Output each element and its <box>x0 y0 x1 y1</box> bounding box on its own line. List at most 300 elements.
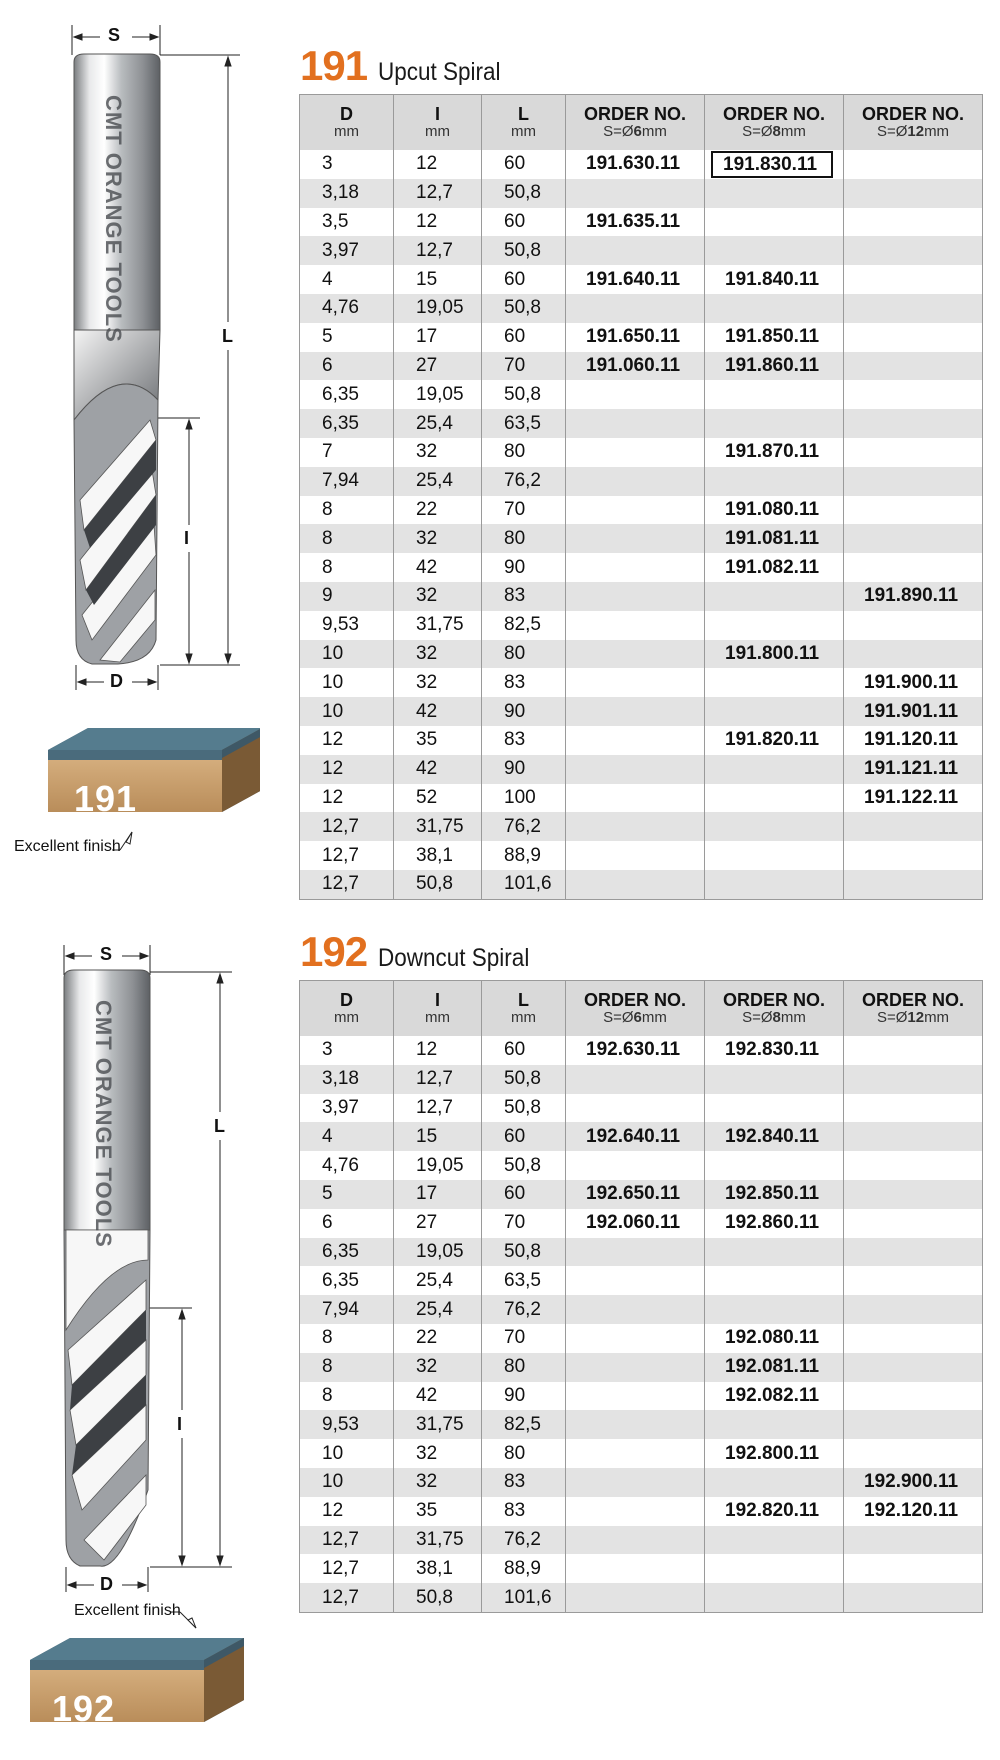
dimension-cell <box>300 1209 394 1238</box>
column-header-title: ORDER NO. <box>722 104 825 125</box>
table-row <box>300 697 983 726</box>
dimension-value: 42 <box>416 1384 438 1406</box>
order-number-cell <box>844 1324 983 1353</box>
dimension-value: 12,7 <box>322 1557 359 1579</box>
dimension-value: 50,8 <box>504 239 541 261</box>
order-number-cell <box>566 640 705 669</box>
table-row <box>300 1324 983 1353</box>
dimension-value: 15 <box>416 268 438 290</box>
table-row <box>300 352 983 381</box>
dimension-value: 83 <box>504 671 526 693</box>
dimension-value: 50,8 <box>504 1096 541 1118</box>
order-number-cell <box>844 1410 983 1439</box>
order-number: 192.860.11 <box>725 1212 820 1234</box>
order-number-cell <box>705 467 844 496</box>
order-number-cell <box>566 1554 705 1583</box>
dimension-value: 80 <box>504 1442 526 1464</box>
dimension-value: 101,6 <box>504 873 552 895</box>
dimension-value: 76,2 <box>504 470 541 492</box>
table-row <box>300 524 983 553</box>
dimension-cell <box>394 1324 482 1353</box>
order-number-cell <box>844 438 983 467</box>
dimension-cell <box>482 1410 566 1439</box>
dimension-value: 52 <box>416 786 438 808</box>
dimension-value: 63,5 <box>504 1269 541 1291</box>
order-number-cell <box>844 1583 983 1612</box>
order-number-cell <box>566 1122 705 1151</box>
dimension-cell <box>482 1583 566 1612</box>
table-row <box>300 1439 983 1468</box>
dimension-value: 10 <box>322 1442 344 1464</box>
order-number-cell <box>566 582 705 611</box>
order-number-cell <box>844 294 983 323</box>
dimension-value: 8 <box>322 527 333 549</box>
order-number-cell <box>566 1468 705 1497</box>
dimension-cell <box>394 1065 482 1094</box>
dimension-cell <box>300 553 394 582</box>
dimension-cell <box>300 812 394 841</box>
dimension-cell <box>482 1122 566 1151</box>
order-number: 191.635.11 <box>586 210 681 232</box>
order-number-cell <box>705 1122 844 1151</box>
column-header-title: ORDER NO. <box>861 990 964 1011</box>
finish-caption: Excellent finish <box>74 1602 181 1619</box>
dimension-value: 19,05 <box>416 383 464 405</box>
column-header-title: I <box>434 104 440 125</box>
dimension-cell <box>394 1266 482 1295</box>
dimension-cell <box>394 582 482 611</box>
order-number-cell <box>566 668 705 697</box>
dimension-value: 27 <box>416 1212 438 1234</box>
dimension-value: 60 <box>504 268 526 290</box>
dimension-cell <box>394 1382 482 1411</box>
table-row <box>300 841 983 870</box>
dimension-cell <box>300 1065 394 1094</box>
dimension-cell <box>482 409 566 438</box>
dimension-value: 12,7 <box>416 182 453 204</box>
dimension-cell <box>300 179 394 208</box>
dimension-cell <box>300 294 394 323</box>
dimension-value: 4 <box>322 1125 333 1147</box>
dimension-value: 19,05 <box>416 1240 464 1262</box>
order-number-cell <box>705 380 844 409</box>
column-header <box>566 95 705 151</box>
column-header <box>844 981 983 1037</box>
dimension-value: 80 <box>504 642 526 664</box>
table-row <box>300 1382 983 1411</box>
dimension-cell <box>394 726 482 755</box>
dimension-value: 12 <box>322 786 344 808</box>
order-number-cell <box>566 841 705 870</box>
spec-table <box>299 94 983 900</box>
table-row <box>300 1065 983 1094</box>
column-header-title: ORDER NO. <box>722 990 825 1011</box>
column-header-title: I <box>434 990 440 1011</box>
table-row <box>300 1266 983 1295</box>
order-number-cell <box>566 150 705 179</box>
dimension-value: 63,5 <box>504 412 541 434</box>
column-header <box>394 95 482 151</box>
section-heading <box>300 928 546 976</box>
dimension-cell <box>394 524 482 553</box>
order-number: 192.800.11 <box>725 1442 820 1464</box>
dimension-value: 7,94 <box>322 1298 359 1320</box>
dimension-cell <box>300 409 394 438</box>
order-number-cell <box>844 1382 983 1411</box>
table-row <box>300 496 983 525</box>
dimension-value: 35 <box>416 1500 438 1522</box>
dimension-value: 42 <box>416 700 438 722</box>
dimension-cell <box>482 841 566 870</box>
dimension-cell <box>482 179 566 208</box>
brand-engraving: CMT ORANGE TOOLS <box>101 95 126 343</box>
order-number-cell <box>844 323 983 352</box>
dimension-value: 12,7 <box>322 844 359 866</box>
finish-caption: Excellent finish <box>14 838 121 855</box>
column-header-unit: mm <box>334 1009 359 1027</box>
shank-prefix: S=Ø <box>742 1009 773 1027</box>
order-number: 191.870.11 <box>725 441 820 463</box>
order-number: 192.082.11 <box>725 1384 820 1406</box>
dimension-value: 10 <box>322 1471 344 1493</box>
dimension-value: 4,76 <box>322 297 359 319</box>
order-number-cell <box>566 265 705 294</box>
dimension-value: 17 <box>416 326 438 348</box>
order-number: 192.060.11 <box>586 1212 681 1234</box>
dimension-value: 25,4 <box>416 470 453 492</box>
order-number: 191.082.11 <box>725 556 820 578</box>
order-number: 191.900.11 <box>864 671 959 693</box>
dimension-value: 90 <box>504 1384 526 1406</box>
dimension-cell <box>394 467 482 496</box>
dimension-cell <box>300 1439 394 1468</box>
dimension-cell <box>394 668 482 697</box>
table-row <box>300 1180 983 1209</box>
table-row <box>300 668 983 697</box>
column-header <box>844 95 983 151</box>
table-row <box>300 611 983 640</box>
order-number-cell <box>844 611 983 640</box>
order-number-cell <box>844 236 983 265</box>
dimension-cell <box>300 352 394 381</box>
dim-label-l: L <box>214 1116 225 1136</box>
dimension-value: 32 <box>416 441 438 463</box>
shank-prefix: S=Ø <box>876 123 908 141</box>
dimension-l <box>160 55 240 665</box>
dimension-value: 90 <box>504 700 526 722</box>
table-header-row <box>300 95 983 151</box>
dimension-cell <box>394 1554 482 1583</box>
dimension-value: 25,4 <box>416 1298 453 1320</box>
dimension-cell <box>482 1209 566 1238</box>
dimension-value: 6 <box>322 354 333 376</box>
order-number-cell <box>844 640 983 669</box>
order-number-cell <box>844 668 983 697</box>
dimension-cell <box>482 1439 566 1468</box>
dimension-cell <box>394 1122 482 1151</box>
order-number: 191.650.11 <box>586 326 681 348</box>
column-header-title: ORDER NO. <box>861 104 964 125</box>
dimension-cell <box>482 352 566 381</box>
dimension-value: 50,8 <box>504 1068 541 1090</box>
table-row <box>300 467 983 496</box>
dimension-value: 12,7 <box>416 239 453 261</box>
dimension-cell <box>482 1295 566 1324</box>
table-row <box>300 1554 983 1583</box>
order-number-cell <box>566 1266 705 1295</box>
dimension-cell <box>300 1468 394 1497</box>
order-number-cell <box>566 812 705 841</box>
column-header-unit: mm <box>511 123 536 141</box>
order-number: 192.900.11 <box>864 1471 959 1493</box>
order-number-cell <box>705 208 844 237</box>
dimension-cell <box>482 524 566 553</box>
dimension-value: 38,1 <box>416 844 453 866</box>
dimension-value: 31,75 <box>416 815 464 837</box>
dimension-value: 31,75 <box>416 614 464 636</box>
order-number-cell <box>705 812 844 841</box>
order-number-cell <box>705 409 844 438</box>
dimension-cell <box>394 640 482 669</box>
shank-prefix: S=Ø <box>603 123 634 141</box>
dimension-cell <box>394 1526 482 1555</box>
dimension-cell <box>482 1151 566 1180</box>
dimension-cell <box>482 150 566 179</box>
dimension-value: 76,2 <box>504 815 541 837</box>
order-number-cell <box>705 697 844 726</box>
dimension-value: 32 <box>416 671 438 693</box>
order-number-cell <box>844 380 983 409</box>
column-header-unit <box>844 1010 982 1026</box>
column-header <box>705 981 844 1037</box>
dimension-cell <box>482 323 566 352</box>
dimension-cell <box>394 294 482 323</box>
order-number-cell <box>844 1439 983 1468</box>
table-row <box>300 1353 983 1382</box>
dimension-cell <box>300 1094 394 1123</box>
order-number-cell <box>705 668 844 697</box>
dimension-value: 3 <box>322 1039 333 1061</box>
dimension-cell <box>300 1266 394 1295</box>
shank-unit: mm <box>780 1009 806 1027</box>
dimension-cell <box>482 1065 566 1094</box>
dim-label-s: S <box>108 25 121 45</box>
dimension-cell <box>482 697 566 726</box>
dimension-cell <box>482 1382 566 1411</box>
dimension-cell <box>394 1209 482 1238</box>
spec-table <box>299 980 983 1613</box>
order-number-cell <box>566 467 705 496</box>
order-number-cell <box>566 524 705 553</box>
dimension-value: 22 <box>416 498 438 520</box>
column-header-title: L <box>518 990 529 1011</box>
dimension-value: 80 <box>504 527 526 549</box>
order-number-cell <box>844 1353 983 1382</box>
dimension-value: 82,5 <box>504 614 541 636</box>
dimension-value: 38,1 <box>416 1557 453 1579</box>
dimension-value: 32 <box>416 1356 438 1378</box>
table-row <box>300 179 983 208</box>
dimension-cell <box>300 611 394 640</box>
order-number-cell <box>844 1554 983 1583</box>
dimension-value: 8 <box>322 556 333 578</box>
dimension-value: 80 <box>504 1356 526 1378</box>
series-code: 191 <box>300 42 368 89</box>
order-number-cell <box>705 611 844 640</box>
order-number-cell <box>566 553 705 582</box>
dimension-value: 70 <box>504 1212 526 1234</box>
section-192-downcut <box>0 930 1000 1760</box>
dimension-cell <box>482 611 566 640</box>
order-number: 191.901.11 <box>864 700 959 722</box>
dimension-cell <box>482 1526 566 1555</box>
dimension-value: 6 <box>322 1212 333 1234</box>
dimension-cell <box>300 1382 394 1411</box>
dimension-cell <box>300 870 394 899</box>
dimension-cell <box>300 1497 394 1526</box>
order-number: 191.850.11 <box>725 326 820 348</box>
dimension-value: 32 <box>416 585 438 607</box>
dimension-cell <box>300 726 394 755</box>
dimension-cell <box>394 1094 482 1123</box>
column-header-unit: mm <box>425 123 450 141</box>
dimension-cell <box>300 1324 394 1353</box>
column-header-unit <box>844 124 982 140</box>
order-number-cell <box>705 1295 844 1324</box>
dimension-cell <box>482 1238 566 1267</box>
dimension-value: 8 <box>322 1327 333 1349</box>
order-number-cell <box>844 697 983 726</box>
order-number-cell <box>566 1497 705 1526</box>
dimension-value: 8 <box>322 1384 333 1406</box>
table-row <box>300 870 983 899</box>
shank-diameter: 8 <box>772 1009 781 1027</box>
dimension-value: 12,7 <box>322 873 359 895</box>
dimension-value: 60 <box>504 1183 526 1205</box>
table-row <box>300 265 983 294</box>
dimension-cell <box>482 726 566 755</box>
table-row <box>300 1151 983 1180</box>
table-row <box>300 1122 983 1151</box>
table-row <box>300 1238 983 1267</box>
dimension-cell <box>394 784 482 813</box>
order-number-cell <box>705 524 844 553</box>
dimension-cell <box>394 697 482 726</box>
column-header <box>566 981 705 1037</box>
dimension-cell <box>300 150 394 179</box>
dimension-value: 76,2 <box>504 1298 541 1320</box>
dimension-value: 6,35 <box>322 383 359 405</box>
dimension-value: 88,9 <box>504 844 541 866</box>
order-number-cell <box>566 380 705 409</box>
order-number: 191.830.11 <box>711 151 833 178</box>
order-number: 192.830.11 <box>725 1039 820 1061</box>
column-header <box>394 981 482 1037</box>
order-number-cell <box>566 1410 705 1439</box>
dimension-value: 12 <box>322 758 344 780</box>
dimension-value: 70 <box>504 354 526 376</box>
dimension-value: 50,8 <box>416 1586 453 1608</box>
dimension-cell <box>394 1238 482 1267</box>
dimension-cell <box>482 496 566 525</box>
dimension-value: 6,35 <box>322 1269 359 1291</box>
table-row <box>300 784 983 813</box>
order-number-cell <box>844 841 983 870</box>
dimension-value: 76,2 <box>504 1528 541 1550</box>
dimension-cell <box>300 697 394 726</box>
dimension-cell <box>300 1410 394 1439</box>
order-number-cell <box>705 294 844 323</box>
dimension-value: 3,97 <box>322 239 359 261</box>
table-row <box>300 812 983 841</box>
order-number-cell <box>566 352 705 381</box>
dimension-cell <box>300 1353 394 1382</box>
order-number: 191.060.11 <box>586 354 681 376</box>
order-number: 192.640.11 <box>586 1125 681 1147</box>
dimension-value: 60 <box>504 326 526 348</box>
column-header-title: ORDER NO. <box>583 104 686 125</box>
dimension-value: 12 <box>416 153 438 175</box>
dimension-value: 10 <box>322 671 344 693</box>
dimension-value: 6,35 <box>322 412 359 434</box>
dimension-value: 83 <box>504 585 526 607</box>
dimension-cell <box>482 1497 566 1526</box>
order-number-cell <box>705 841 844 870</box>
dimension-value: 31,75 <box>416 1528 464 1550</box>
table-row <box>300 380 983 409</box>
dimension-cell <box>394 380 482 409</box>
dimension-value: 82,5 <box>504 1413 541 1435</box>
order-number-cell <box>705 1238 844 1267</box>
dimension-cell <box>300 755 394 784</box>
order-number: 191.800.11 <box>725 642 820 664</box>
dimension-cell <box>300 467 394 496</box>
dimension-cell <box>482 1554 566 1583</box>
dimension-value: 25,4 <box>416 412 453 434</box>
dimension-cell <box>482 1180 566 1209</box>
dimension-cell <box>300 1036 394 1065</box>
dimension-value: 10 <box>322 642 344 664</box>
column-header-unit <box>566 1010 704 1026</box>
order-number-cell <box>566 611 705 640</box>
order-number-cell <box>566 294 705 323</box>
column-header <box>482 95 566 151</box>
dimension-cell <box>394 1353 482 1382</box>
dimension-value: 8 <box>322 1356 333 1378</box>
dimension-value: 32 <box>416 642 438 664</box>
dimension-value: 60 <box>504 153 526 175</box>
series-code: 192 <box>300 928 368 975</box>
order-number: 191.120.11 <box>864 729 959 751</box>
table-row <box>300 1410 983 1439</box>
order-number-cell <box>566 1151 705 1180</box>
table-row <box>300 294 983 323</box>
dimension-value: 17 <box>416 1183 438 1205</box>
order-number-cell <box>844 1526 983 1555</box>
order-number-cell <box>844 496 983 525</box>
shank-prefix: S=Ø <box>603 1009 634 1027</box>
dimension-value: 60 <box>504 1039 526 1061</box>
dimension-cell <box>394 755 482 784</box>
dimension-cell <box>300 524 394 553</box>
order-number: 192.080.11 <box>725 1327 820 1349</box>
shank-diameter: 8 <box>772 123 781 141</box>
order-number-cell <box>566 438 705 467</box>
order-number-cell <box>566 1353 705 1382</box>
order-number-cell <box>705 265 844 294</box>
dimension-value: 12,7 <box>322 815 359 837</box>
dimension-value: 6,35 <box>322 1240 359 1262</box>
